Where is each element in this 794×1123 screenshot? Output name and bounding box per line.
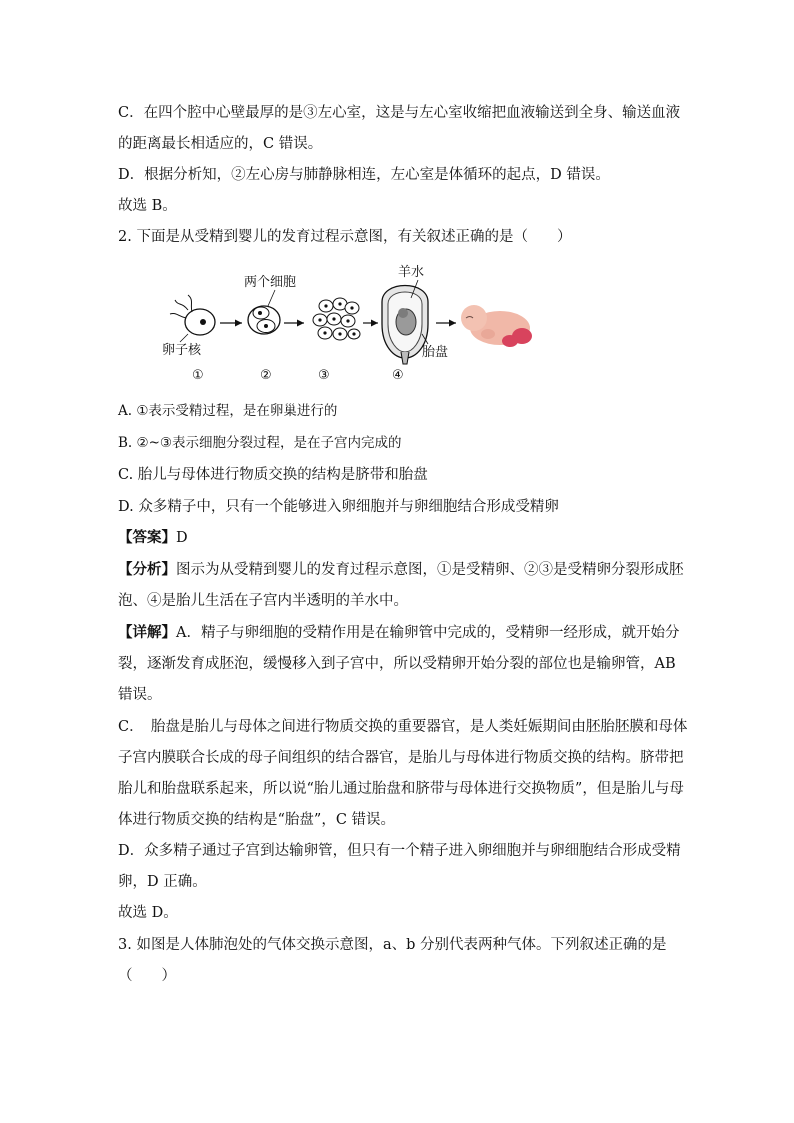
detail-line: C． 胎盘是胎儿与母体之间进行物质交换的重要器官，是人类妊娠期间由胚胎胚膜和母体	[118, 719, 688, 735]
question-3-stem: 3. 如图是人体肺泡处的气体交换示意图，a、b 分别代表两种气体。下列叙述正确的是	[118, 937, 667, 953]
analysis-line: 泡、④是胎儿生活在子宫内半透明的羊水中。	[118, 593, 408, 609]
label-two-cells: 两个细胞	[244, 275, 297, 290]
baby-figure	[461, 305, 532, 347]
label-amniotic-fluid: 羊水	[398, 265, 425, 280]
detail-line: 卵，D 正确。	[118, 874, 207, 890]
text-line: 故选 B。	[118, 198, 177, 214]
text-line: 的距离最长相适应的，C 错误。	[118, 136, 323, 152]
option-c: C. 胎儿与母体进行物质交换的结构是脐带和胎盘	[118, 467, 428, 483]
development-diagram	[160, 262, 540, 387]
detail-line: 体进行物质交换的结构是“胎盘”，C 错误。	[118, 812, 396, 828]
option-b: B. ②~③表示细胞分裂过程，是在子宫内完成的	[118, 435, 402, 451]
label-nucleus: 卵子核	[162, 343, 202, 358]
detail-line: 胎儿和胎盘联系起来，所以说“胎儿通过胎盘和脐带与母体进行交换物质”，但是胎儿与母	[118, 781, 684, 797]
question-2-stem: 2. 下面是从受精到婴儿的发育过程示意图，有关叙述正确的是（ ）	[118, 229, 572, 245]
detail-line	[118, 623, 678, 643]
cell-cluster-figure	[313, 298, 360, 340]
analysis-text: 图示为从受精到婴儿的发育过程示意图，①是受精卵、②③是受精卵分裂形成胚	[176, 562, 684, 578]
detail-line: 子宫内膜联合长成的母子间组织的结合器官，是胎儿与母体进行物质交换的结构。脐带把	[118, 750, 684, 766]
detail-line: 错误。	[118, 687, 162, 703]
step-4-label: ④	[392, 368, 404, 383]
analysis-tag: 【分析】	[118, 561, 176, 578]
detail-line: D．众多精子通过子宫到达输卵管，但只有一个精子进入卵细胞并与卵细胞结合形成受精	[118, 843, 681, 859]
answer-tag: 【答案】	[118, 529, 176, 546]
step-1-label: ①	[192, 368, 204, 383]
step-2-label: ②	[260, 368, 272, 383]
development-diagram-svg	[160, 262, 540, 387]
detail-text: A．精子与卵细胞的受精作用是在输卵管中完成的，受精卵一经形成，就开始分	[176, 625, 680, 641]
analysis-line	[118, 560, 684, 580]
detail-tag: 【详解】	[118, 624, 176, 641]
detail-line: 故选 D。	[118, 905, 178, 921]
option-d: D. 众多精子中，只有一个能够进入卵细胞并与卵细胞结合形成受精卵	[118, 499, 559, 515]
two-cell-figure	[248, 290, 280, 334]
text-line: C．在四个腔中心壁最厚的是③左心室，这是与左心室收缩把血液输送到全身、输送血液	[118, 105, 681, 121]
answer-line	[118, 528, 678, 548]
text-line: D．根据分析知，②左心房与肺静脉相连，左心室是体循环的起点，D 错误。	[118, 167, 610, 183]
answer-value: D	[176, 530, 188, 546]
question-3-stem: （ ）	[118, 968, 176, 984]
step-3-label: ③	[318, 368, 330, 383]
fertilized-egg-figure	[170, 295, 215, 342]
detail-line: 裂，逐渐发育成胚泡，缓慢移入到子宫中，所以受精卵开始分裂的部位也是输卵管，AB	[118, 656, 676, 672]
label-placenta: 胎盘	[422, 345, 449, 360]
option-a: A. ①表示受精过程，是在卵巢进行的	[118, 403, 338, 419]
